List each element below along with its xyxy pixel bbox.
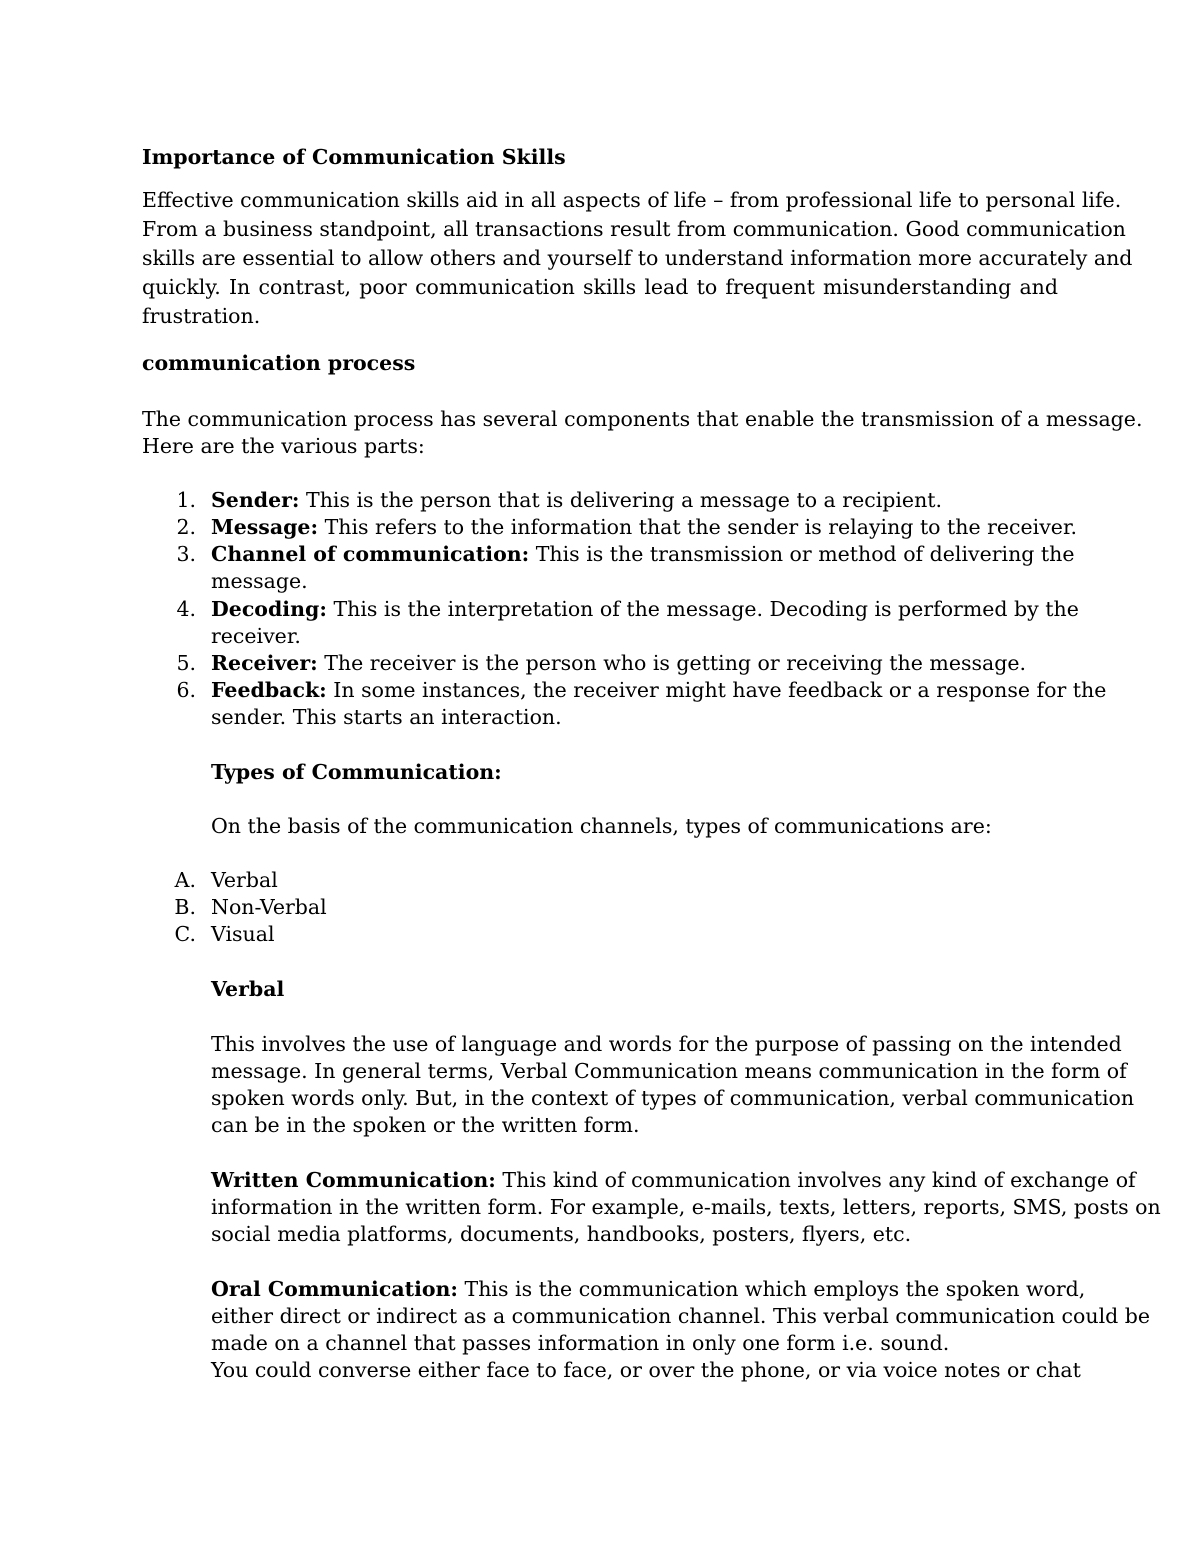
paragraph-line: quickly. In contrast, poor communication skills lead to frequent misunderstanding and	[142, 275, 1058, 299]
paragraph-line: can be in the spoken or the written form.	[211, 1113, 640, 1137]
list-item-text: This is the transmission or method of delivering the	[535, 542, 1075, 566]
list-item-label: Receiver:	[211, 651, 318, 675]
list-letter: A.	[174, 868, 196, 892]
list-number: 5.	[176, 651, 196, 675]
section-heading-importance: Importance of Communication Skills	[142, 145, 566, 169]
list-item-continuation: sender. This starts an interaction.	[211, 705, 562, 729]
oral-communication-line	[211, 1276, 1085, 1303]
list-item-text: This is the person that is delivering a message to a recipient.	[306, 488, 943, 512]
paragraph-text: This is the communication which employs the spoken word,	[464, 1277, 1086, 1301]
list-number: 1.	[176, 488, 196, 512]
paragraph-text: This kind of communication involves any kind of exchange of	[502, 1168, 1136, 1192]
list-item	[211, 541, 1075, 568]
paragraph-line: made on a channel that passes information in only one form i.e. sound.	[211, 1331, 950, 1355]
list-item-continuation: message.	[211, 569, 308, 593]
list-item: Non-Verbal	[211, 895, 327, 919]
list-item-text: The receiver is the person who is getting or receiving the message.	[324, 651, 1026, 675]
paragraph-line: spoken words only. But, in the context of types of communication, verbal communication	[211, 1086, 1135, 1110]
intro-paragraph	[142, 186, 1133, 331]
paragraph-line: skills are essential to allow others and yourself to understand information more accurately and	[142, 246, 1133, 270]
list-item-label: Decoding:	[211, 597, 327, 621]
list-item-label: Feedback:	[211, 678, 327, 702]
paragraph-line: Here are the various parts:	[142, 434, 425, 458]
section-heading-process: communication process	[142, 351, 416, 375]
paragraph-line: The communication process has several components that enable the transmission of a message.	[142, 407, 1143, 431]
list-item: Visual	[211, 922, 275, 946]
list-item-label: Sender:	[211, 488, 300, 512]
paragraph-line: frustration.	[142, 304, 261, 328]
list-item-text: This is the interpretation of the message. Decoding is performed by the	[333, 597, 1079, 621]
list-item	[211, 596, 1079, 623]
paragraph-line: social media platforms, documents, handbooks, posters, flyers, etc.	[211, 1222, 912, 1246]
list-item-continuation: receiver.	[211, 624, 301, 648]
written-communication-line	[211, 1167, 1136, 1194]
types-intro: On the basis of the communication channels, types of communications are:	[211, 814, 992, 838]
list-item: Verbal	[211, 868, 278, 892]
list-letter: B.	[174, 895, 196, 919]
paragraph-line: information in the written form. For example, e-mails, texts, letters, reports, SMS, posts on	[211, 1195, 1161, 1219]
paragraph-line: Effective communication skills aid in all aspects of life – from professional life to personal life.	[142, 188, 1122, 212]
paragraph-line: You could converse either face to face, or over the phone, or via voice notes or chat	[211, 1358, 1081, 1382]
list-item	[211, 514, 1077, 541]
paragraph-line: This involves the use of language and words for the purpose of passing on the intended	[211, 1032, 1122, 1056]
paragraph-line: either direct or indirect as a communication channel. This verbal communication could be	[211, 1304, 1151, 1328]
section-heading-types: Types of Communication:	[211, 760, 502, 784]
list-item	[211, 650, 1026, 677]
paragraph-line: From a business standpoint, all transactions result from communication. Good communication	[142, 217, 1126, 241]
list-letter: C.	[174, 922, 196, 946]
list-number: 4.	[176, 597, 196, 621]
section-heading-verbal: Verbal	[211, 977, 285, 1001]
list-number: 2.	[176, 515, 196, 539]
paragraph-line: message. In general terms, Verbal Communication means communication in the form of	[211, 1059, 1127, 1083]
written-communication-label: Written Communication:	[211, 1168, 496, 1192]
list-item-text: In some instances, the receiver might have feedback or a response for the	[333, 678, 1107, 702]
list-item-label: Message:	[211, 515, 319, 539]
list-number: 3.	[176, 542, 196, 566]
list-item-label: Channel of communication:	[211, 542, 530, 566]
list-item	[211, 487, 942, 514]
list-item	[211, 677, 1106, 704]
list-number: 6.	[176, 678, 196, 702]
oral-communication-label: Oral Communication:	[211, 1277, 459, 1301]
list-item-text: This refers to the information that the sender is relaying to the receiver.	[324, 515, 1078, 539]
